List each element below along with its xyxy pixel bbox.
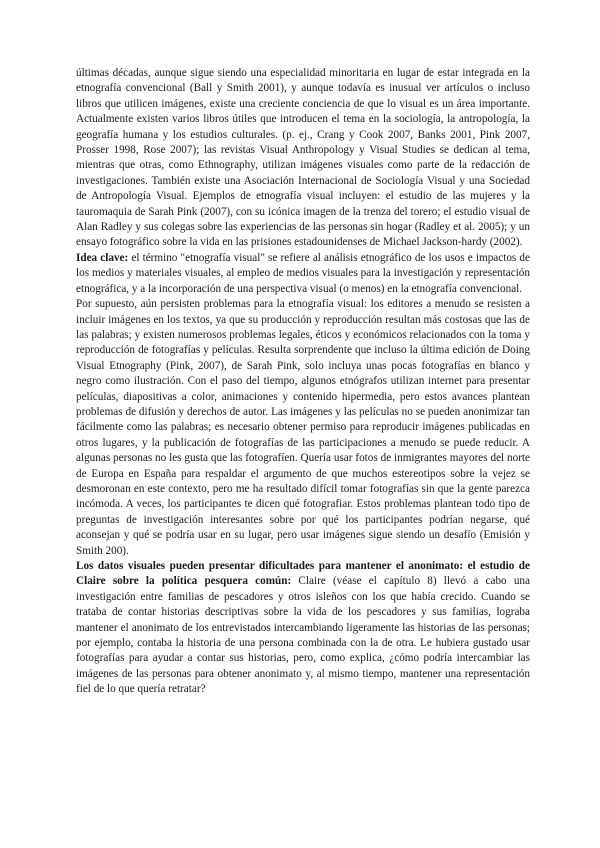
paragraph-claire-study [76, 559, 530, 698]
claire-study-text: Claire (véase el capítulo 8) llevó a cabo una investigación entre familias de pescadores y otros isleños con los que había crecido. Cuando se trataba de contar historias descriptivas sobre la vida de los pescadores y sus familias, lograba mantener el anonimato de los entrevistados intercambiando ligeramente las historias de las personas; por ejemplo, contaba la historia de una persona combinada con la de otra. Le hubiera gustado usar fotografías para ayudar a contar sus historias, pero, como explica, ¿cómo podría intercambiar las imágenes de las personas para obtener anonimato y, al mismo tiempo, mantener una representación fiel de lo que quería retratar? [76, 575, 530, 696]
paragraph-problems: Por supuesto, aún persisten problemas para la etnografía visual: los editores a menudo se resisten a incluir imágenes en los textos, ya que su producción y reproducción resultan más costosas que las de las palabras; y existen numerosos problemas legales, éticos y económicos relacionados con la toma y reproducción de fotografías y películas. Resulta sorprendente que incluso la última edición de Doing Visual Etnography (Pink, 2007), de Sarah Pink, solo incluya unas pocas fotografías en blanco y negro como ilustración. Con el paso del tiempo, algunos etnógrafos utilizan internet para presentar películas, diapositivas a color, animaciones y contenido hipermedia, pero estos avances plantean problemas de difusión y derechos de autor. Las imágenes y las películas no se pueden anonimizar tan fácilmente como las palabras; es necesario obtener permiso para reproducir imágenes publicadas en otros lugares, y la publicación de fotografías de las participaciones a menudo se puede reducir. A algunas personas no les gusta que las fotografíen. Quería usar fotos de inmigrantes mayores del norte de Europa en España para respaldar el argumento de que muchos estereotipos sobre la vejez se desmoronan en este contexto, pero me ha resultado difícil tomar fotografías sin que la gente parezca incómoda. A veces, los participantes te dicen qué fotografiar. Estos problemas plantean todo tipo de preguntas de investigación interesantes sobre por qué los participantes podrían negarse, qué aconsejan y qué se podría usar en su lugar, pero usar imágenes sigue siendo un desafío (Emisión y Smith 200). [76, 298, 530, 557]
document-page [76, 66, 530, 698]
key-idea-label: Idea clave: [76, 251, 129, 264]
claire-study-heading: Los datos visuales pueden presentar dificultades para mantener el anonimato: el estudio de Claire sobre la política pesquera común: [76, 560, 530, 588]
paragraph-visual-ethnography-intro: últimas décadas, aunque sigue siendo una especialidad minoritaria en lugar de estar integrada en la etnografía convencional (Ball y Smith 2001), y aunque todavía es inusual ver artículos o incluso libros que utilicen imágenes, existe una creciente conciencia de que lo visual es un área importante. Actualmente existen varios libros útiles que introducen el tema en la sociología, la antropología, la geografía humana y los estudios culturales. (p. ej., Crang y Cook 2007, Banks 2001, Pink 2007, Prosser 1998, Rose 2007); las revistas Visual Anthropology y Visual Studies se dedican al tema, mientras que otras, como Ethnography, utilizan imágenes visuales como parte de la redacción de investigaciones. También existe una Asociación Internacional de Sociología Visual y una Sociedad de Antropología Visual. Ejemplos de etnografía visual incluyen: el estudio de las mujeres y la tauromaquia de Sarah Pink (2007), con su icónica imagen de la trenza del torero; el estudio visual de Alan Radley y sus colegas sobre las experiencias de las personas sin hogar (Radley et al. 2005); y un ensayo fotográfico sobre la vida en las prisiones estadounidenses de Michael Jackson-hardy (2002). [76, 67, 530, 249]
key-idea-text: el término "etnografía visual" se refiere al análisis etnográfico de los usos e impactos de los medios y materiales visuales, al empleo de medios visuales para la investigación y representación etnográfica, y a la incorporación de una perspectiva visual (o menos) en la etnografía convencional. [76, 251, 530, 295]
paragraph-key-idea [76, 251, 530, 297]
